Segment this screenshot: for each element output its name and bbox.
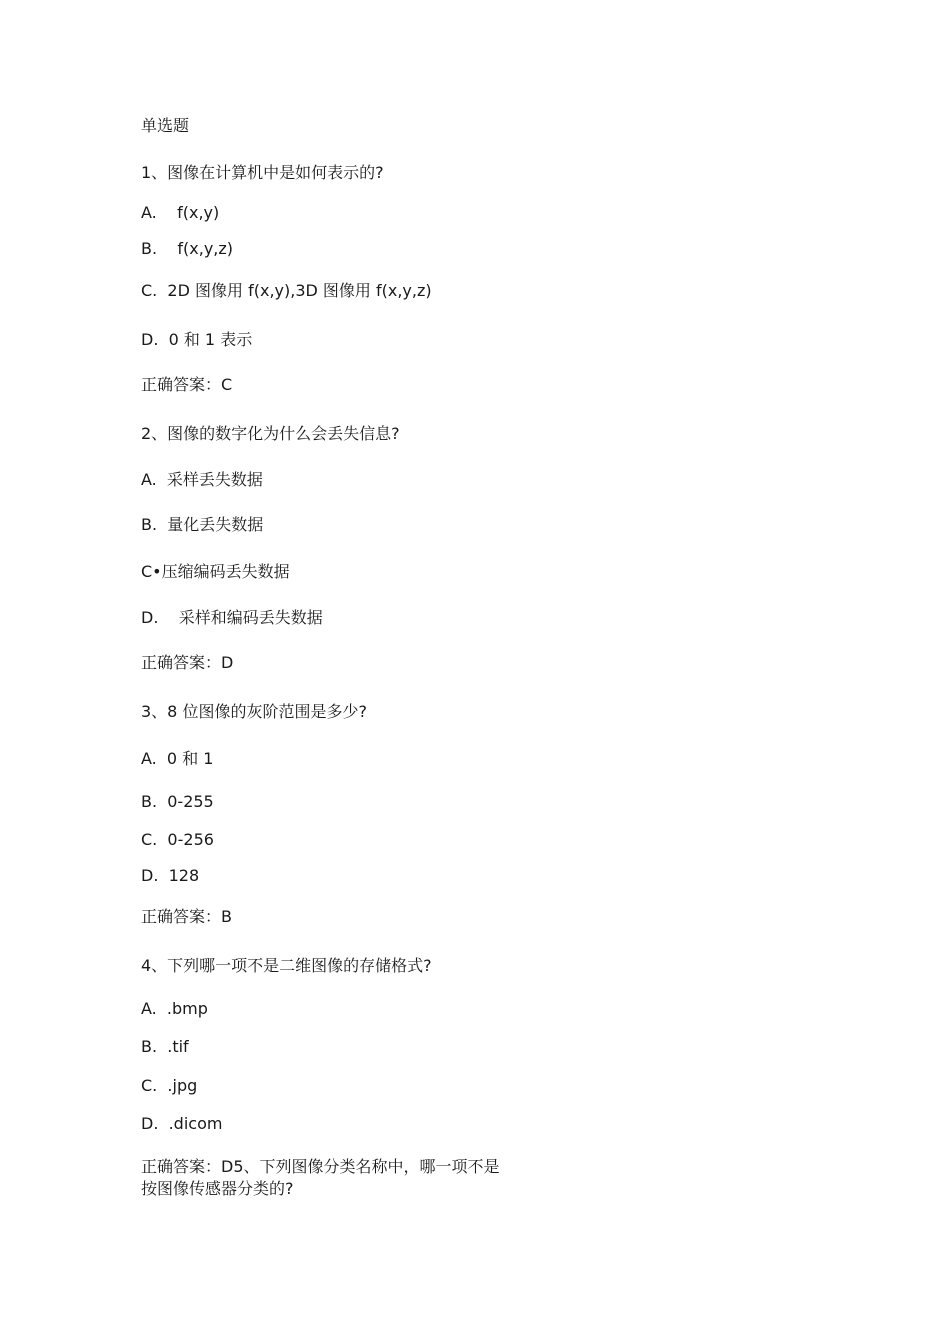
question-3-option-a: A. 0 和 1 xyxy=(141,749,214,768)
question-1-option-b: B. f(x,y,z) xyxy=(141,239,234,258)
question-3-option-d: D. 128 xyxy=(141,866,200,885)
question-3-option-c: C. 0-256 xyxy=(141,830,214,849)
question-2-answer: 正确答案：D xyxy=(141,653,234,672)
section-title: 单选题 xyxy=(141,116,190,135)
question-4-option-c: C. .jpg xyxy=(141,1076,198,1095)
question-4-option-a: A. .bmp xyxy=(141,999,208,1018)
question-4-option-d: D. .dicom xyxy=(141,1114,223,1133)
question-2-option-c: C•压缩编码丢失数据 xyxy=(141,562,290,581)
question-3-option-b: B. 0-255 xyxy=(141,792,214,811)
question-1-option-c: C. 2D 图像用 f(x,y),3D 图像用 f(x,y,z) xyxy=(141,281,432,300)
question-3-prompt: 3、8 位图像的灰阶范围是多少? xyxy=(141,702,367,721)
question-2-option-a: A. 采样丢失数据 xyxy=(141,470,263,489)
question-4-option-b: B. .tif xyxy=(141,1037,189,1056)
question-1-prompt: 1、图像在计算机中是如何表示的? xyxy=(141,163,384,182)
question-4-answer-and-question-5: 正确答案：D5、下列图像分类名称中，哪一项不是按图像传感器分类的? xyxy=(141,1157,500,1198)
question-1-option-a: A. f(x,y) xyxy=(141,203,220,222)
question-3-answer: 正确答案：B xyxy=(141,907,232,926)
question-1-option-d: D. 0 和 1 表示 xyxy=(141,330,253,349)
question-2-option-d: D. 采样和编码丢失数据 xyxy=(141,608,323,627)
question-4-prompt: 4、下列哪一项不是二维图像的存储格式? xyxy=(141,956,432,975)
question-2-option-b: B. 量化丢失数据 xyxy=(141,515,264,534)
question-2-prompt: 2、图像的数字化为什么会丢失信息? xyxy=(141,424,400,443)
question-1-answer: 正确答案：C xyxy=(141,375,233,394)
